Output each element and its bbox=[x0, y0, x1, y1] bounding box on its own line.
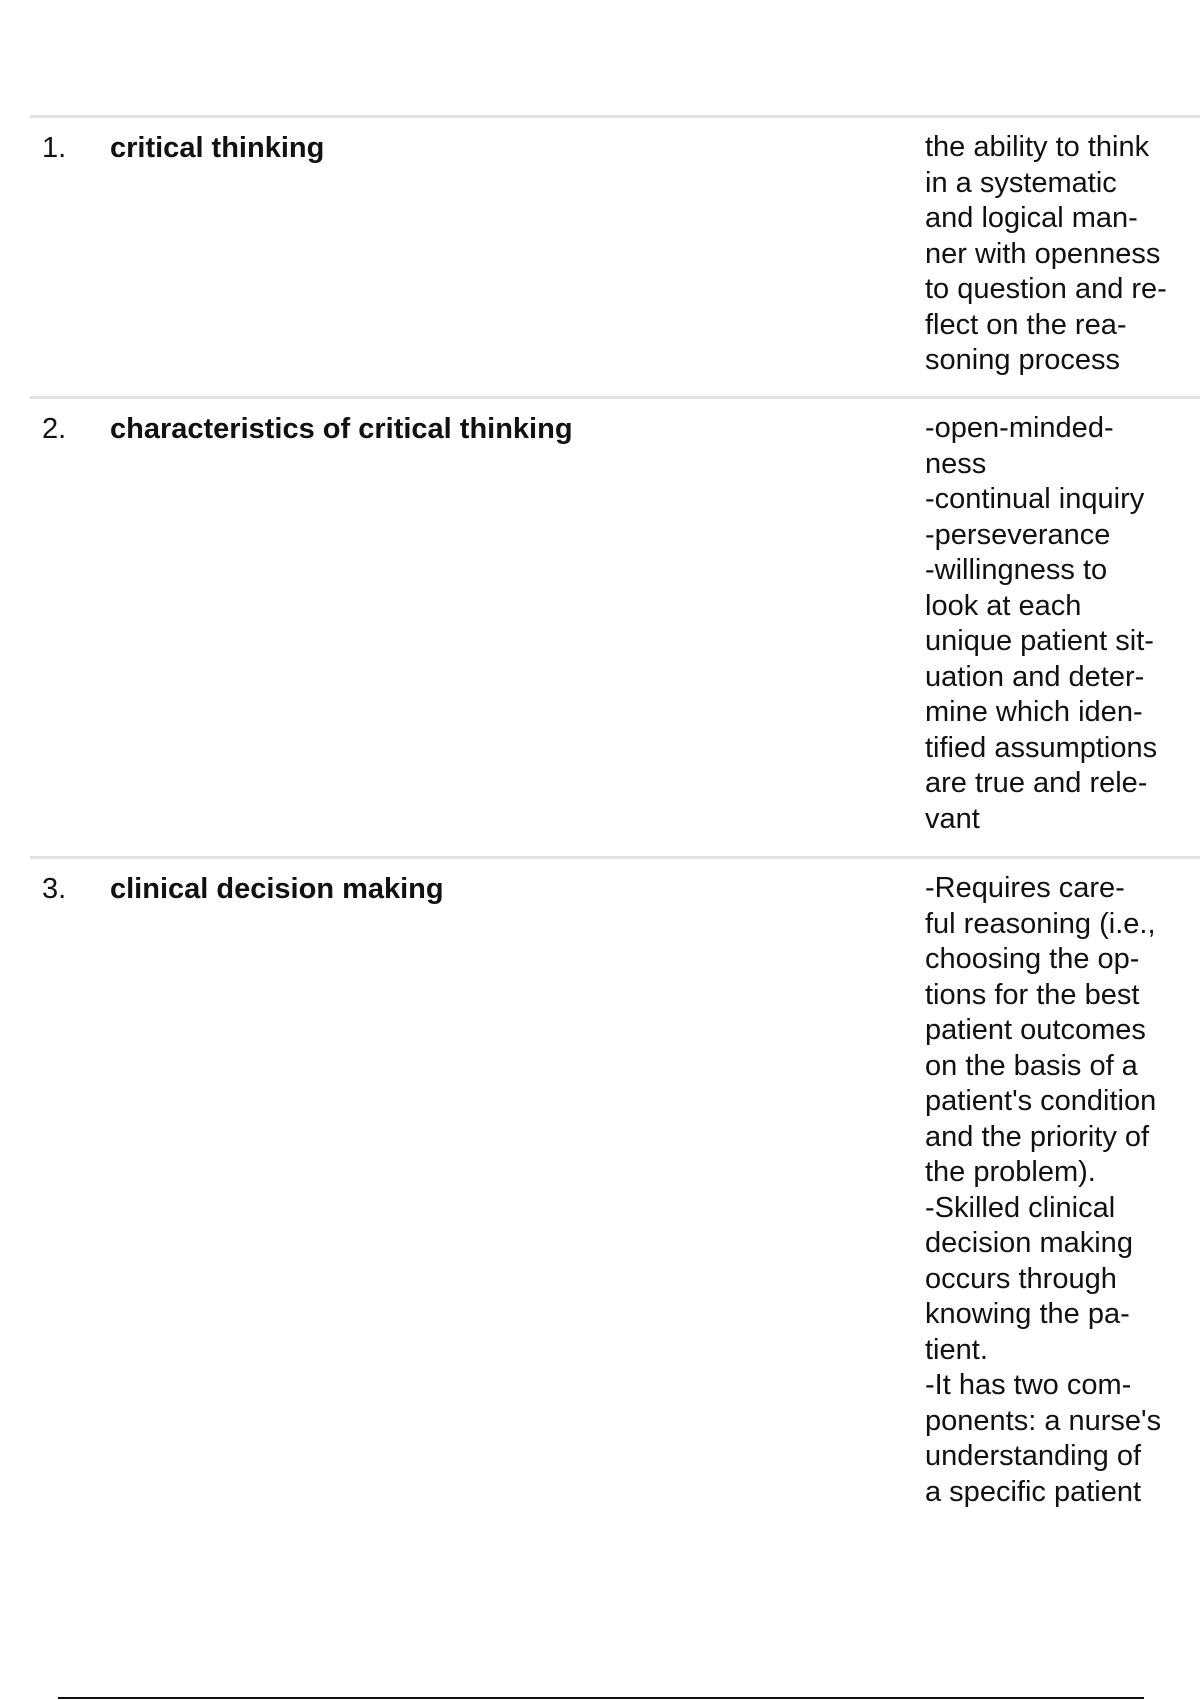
term-row bbox=[30, 396, 1200, 835]
term-number: 3. bbox=[42, 873, 67, 905]
term-row bbox=[30, 115, 1200, 376]
term-title: critical thinking bbox=[110, 132, 325, 164]
term-title: clinical decision making bbox=[110, 873, 444, 905]
term-title: characteristics of critical thinking bbox=[110, 413, 573, 445]
footer-divider bbox=[58, 1697, 1144, 1699]
term-number: 1. bbox=[42, 132, 67, 164]
term-definition: -Requires care- ful reasoning (i.e., choosing the op- tions for the best patient outcomes on the basis of a patient's condition and the priority of the problem). -Skilled clinical decision making occurs through knowing the pa- tient. -It has two com- ponents: a nurse's understanding of a specific patient bbox=[925, 872, 1162, 1508]
term-number: 2. bbox=[42, 413, 67, 445]
term-row bbox=[30, 856, 1200, 1508]
term-definition: -open-minded- ness -continual inquiry -perseverance -willingness to look at each unique patient sit- uation and deter- mine which iden- tified assumptions are true and rele- vant bbox=[925, 412, 1158, 835]
term-definition: the ability to think in a systematic and logical man- ner with openness to question and re- flect on the rea- soning process bbox=[925, 131, 1167, 376]
